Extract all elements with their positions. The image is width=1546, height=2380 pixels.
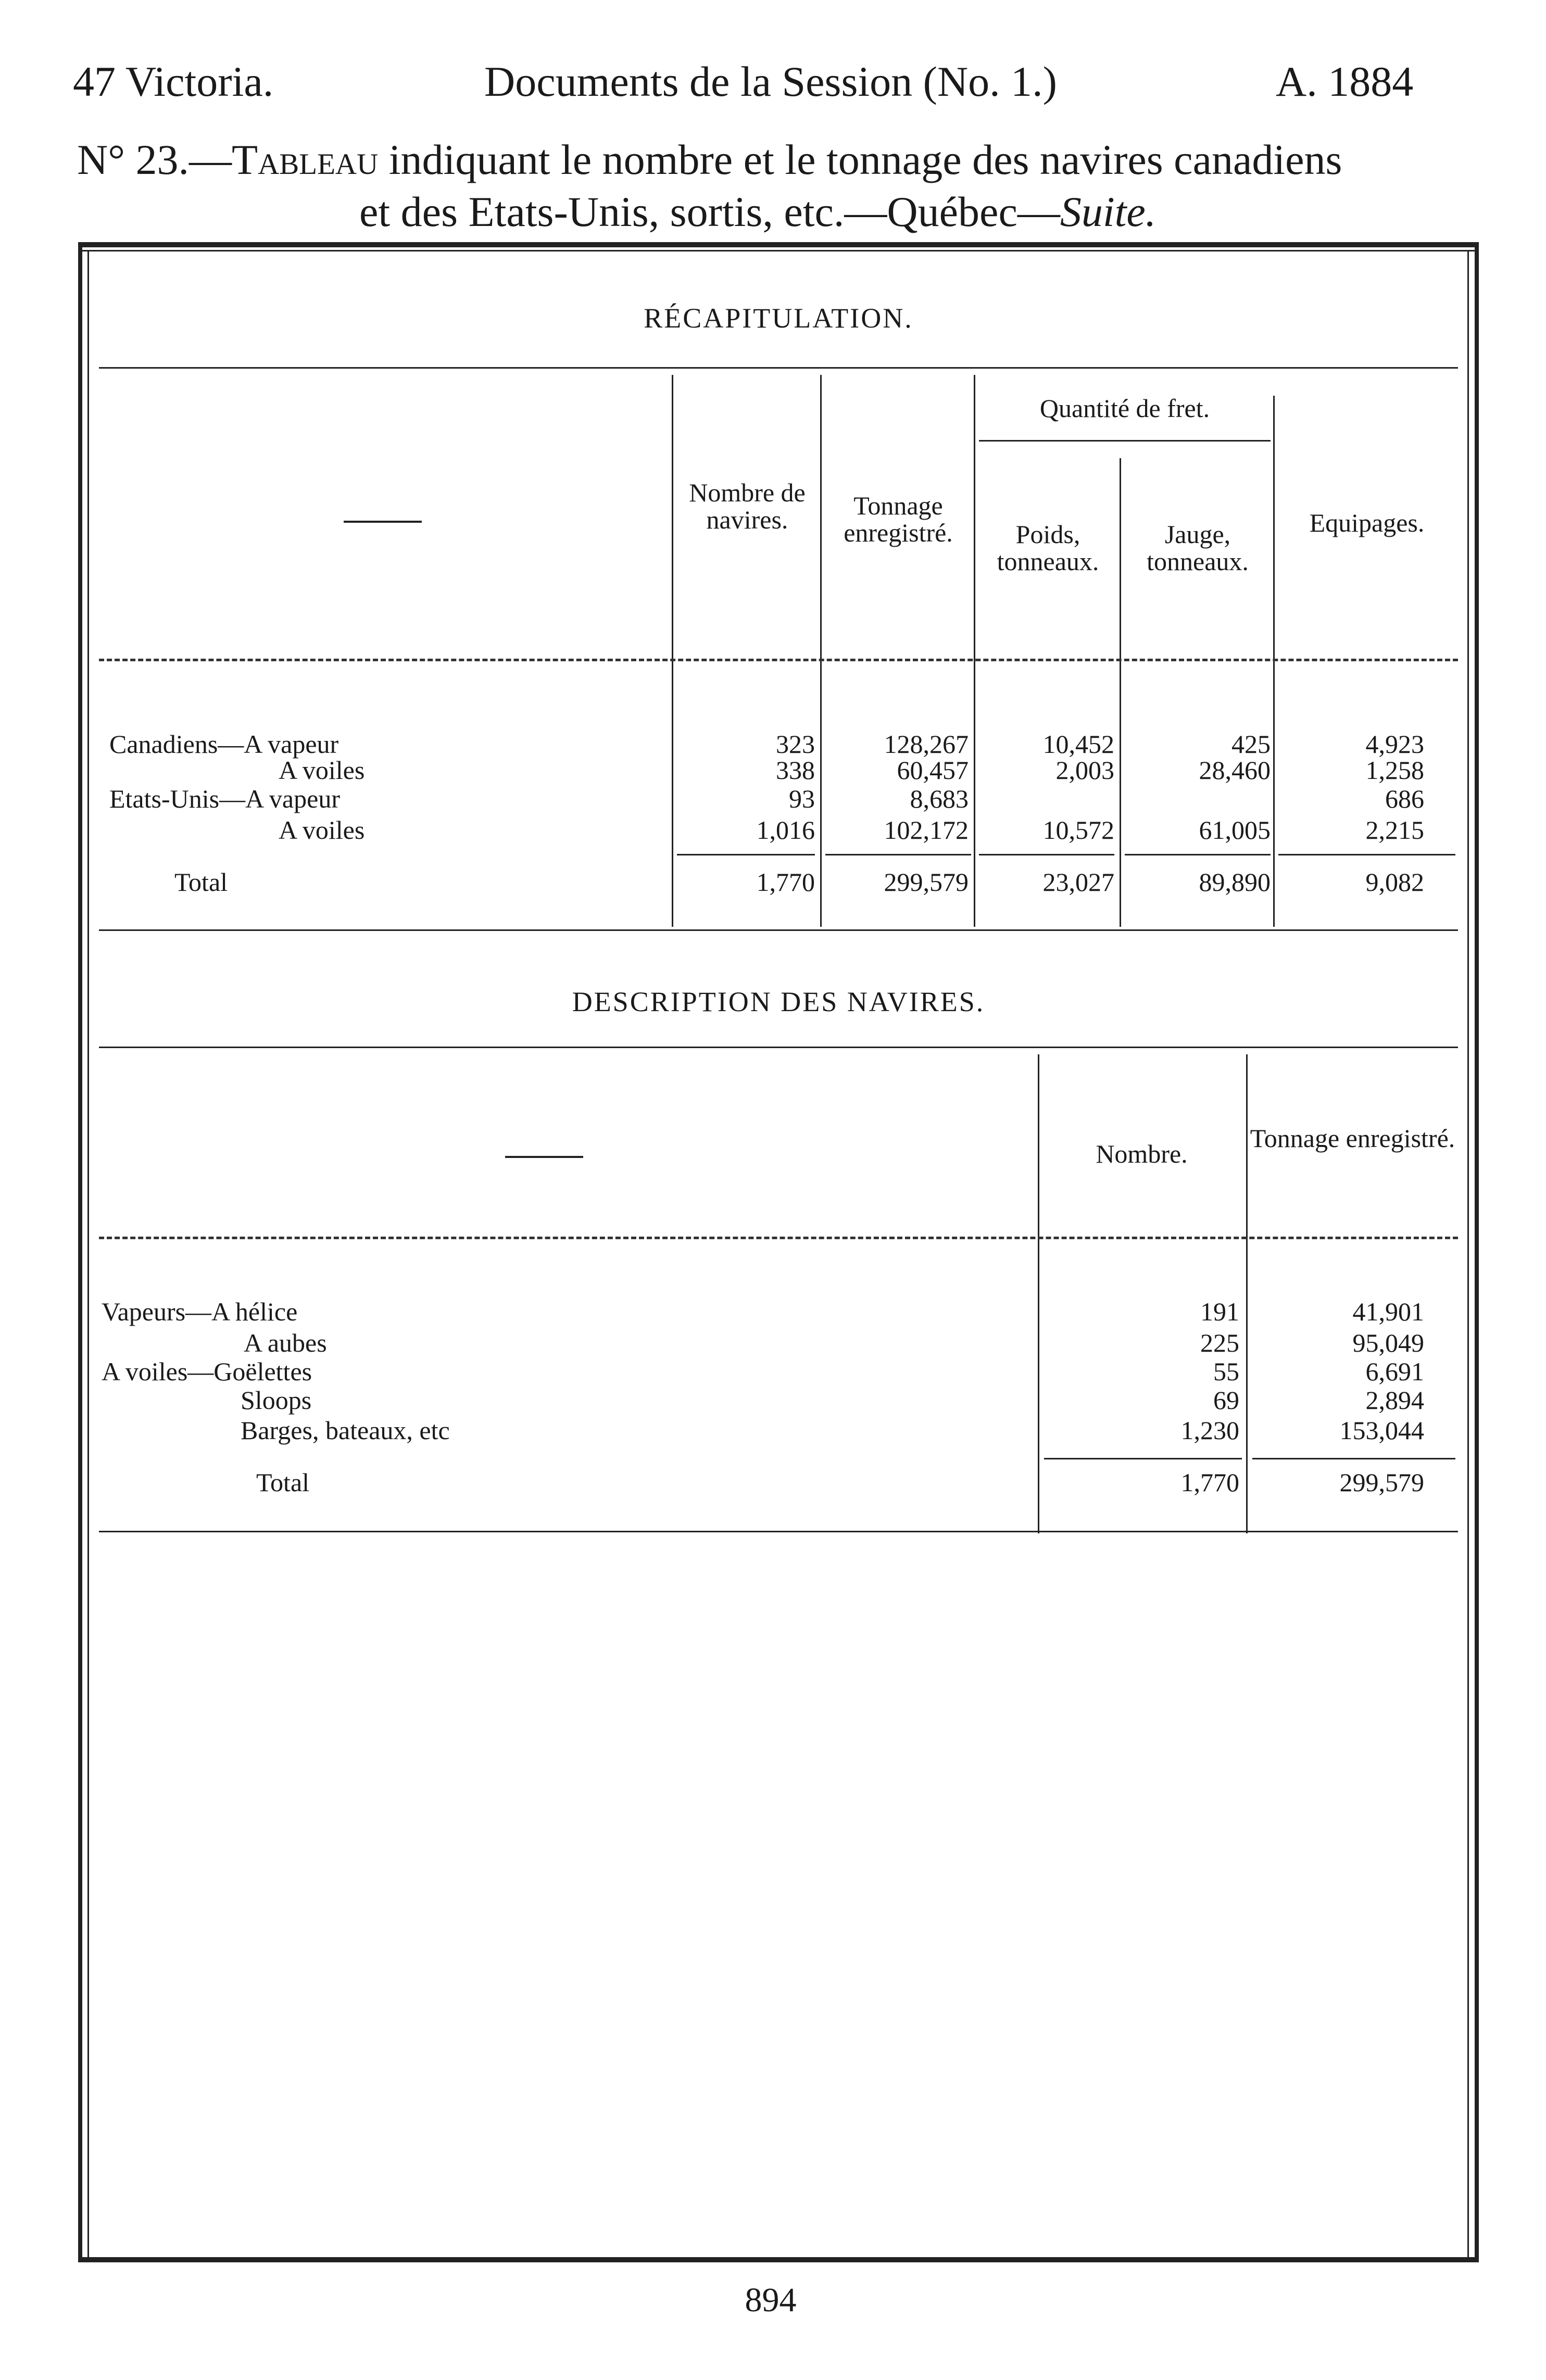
recap-cell-jauge: 61,005 bbox=[1199, 815, 1271, 845]
description-cell-nombre: 191 bbox=[1200, 1297, 1239, 1326]
description-total-rule bbox=[1044, 1458, 1242, 1459]
recap-col-sep-2 bbox=[820, 375, 822, 927]
frame-top-rule bbox=[78, 242, 1479, 247]
title-line-1-rest: indiquant le nombre et le tonnage des navires canadiens bbox=[378, 136, 1342, 183]
recap-col-jauge: Jauge, tonneaux. bbox=[1147, 520, 1249, 576]
recap-cell-equipages: 2,215 bbox=[1365, 815, 1424, 845]
recap-total-label: Total bbox=[174, 867, 228, 897]
description-cell-tonnage: 153,044 bbox=[1339, 1416, 1424, 1445]
recap-total-rule bbox=[1125, 854, 1271, 855]
recap-total-rule bbox=[677, 854, 815, 855]
running-header-right: A. 1884 bbox=[1276, 58, 1414, 105]
description-row-label: A aubes bbox=[244, 1328, 327, 1357]
description-cell-nombre: 69 bbox=[1213, 1386, 1239, 1415]
table-title-line-2 bbox=[359, 187, 1156, 236]
recap-col-sep-3 bbox=[974, 375, 975, 927]
recap-total-tonnage: 299,579 bbox=[884, 867, 969, 897]
frame-bottom-rule bbox=[78, 2257, 1479, 2262]
recap-col-nombre: Nombre de navires. bbox=[689, 478, 806, 534]
title-line-2-text: et des Etats-Unis, sortis, etc.—Québec— bbox=[359, 188, 1060, 235]
recap-cell-tonnage: 102,172 bbox=[884, 815, 969, 845]
description-row-label: Sloops bbox=[241, 1386, 312, 1415]
recap-group-fret: Quantité de fret. bbox=[1039, 394, 1210, 423]
recap-total-rule bbox=[1278, 854, 1455, 855]
recap-row-label: Canadiens—A vapeur bbox=[109, 729, 339, 759]
recap-cell-nombre: 323 bbox=[776, 729, 815, 759]
recap-cell-equipages: 1,258 bbox=[1365, 755, 1424, 785]
recap-cell-tonnage: 60,457 bbox=[897, 755, 969, 785]
running-header-left: 47 Victoria. bbox=[73, 58, 274, 105]
description-cell-nombre: 55 bbox=[1213, 1357, 1239, 1386]
frame-left-rule-thin bbox=[87, 250, 89, 2257]
description-col-tonnage: Tonnage enregistré. bbox=[1250, 1124, 1455, 1153]
description-col-nombre: Nombre. bbox=[1096, 1139, 1188, 1168]
page-number: 894 bbox=[745, 2281, 797, 2319]
recap-col-sep-4 bbox=[1120, 458, 1121, 927]
recap-cell-equipages: 4,923 bbox=[1365, 729, 1424, 759]
description-total-tonnage: 299,579 bbox=[1339, 1468, 1424, 1497]
recap-total-rule bbox=[825, 854, 971, 855]
recap-col-tonnage: Tonnage enregistré. bbox=[844, 491, 953, 547]
recap-col-equipages: Equipages. bbox=[1309, 508, 1425, 537]
description-header-bottom-rule bbox=[99, 1237, 1458, 1239]
title-suite: Suite. bbox=[1060, 188, 1157, 235]
frame-left-rule bbox=[78, 242, 82, 2262]
running-header-center: Documents de la Session (No. 1.) bbox=[484, 58, 1057, 105]
description-total-rule bbox=[1252, 1458, 1455, 1459]
recap-cell-poids: 10,572 bbox=[1042, 815, 1114, 845]
recap-total-jauge: 89,890 bbox=[1199, 867, 1271, 897]
description-cell-nombre: 225 bbox=[1200, 1328, 1239, 1357]
frame-right-rule-thin bbox=[1467, 250, 1469, 2257]
recap-fret-underline bbox=[979, 440, 1271, 442]
recap-cell-tonnage: 128,267 bbox=[884, 729, 969, 759]
recap-section-title: RÉCAPITULATION. bbox=[644, 303, 913, 334]
description-cell-tonnage: 41,901 bbox=[1352, 1297, 1424, 1326]
recap-cell-tonnage: 8,683 bbox=[910, 784, 969, 813]
recap-cell-equipages: 686 bbox=[1385, 784, 1424, 813]
description-row-label: A voiles—Goëlettes bbox=[102, 1357, 312, 1386]
recap-header-top-rule bbox=[99, 367, 1458, 369]
description-col-sep-2 bbox=[1246, 1054, 1248, 1533]
table-lead: —Tableau bbox=[189, 136, 379, 183]
table-number: N° 23. bbox=[77, 136, 190, 183]
description-total-label: Total bbox=[256, 1468, 310, 1497]
recap-cell-nombre: 93 bbox=[789, 784, 815, 813]
recap-cell-jauge: 28,460 bbox=[1199, 755, 1271, 785]
recap-total-equipages: 9,082 bbox=[1365, 867, 1424, 897]
recap-cell-poids: 10,452 bbox=[1042, 729, 1114, 759]
description-total-nombre: 1,770 bbox=[1180, 1468, 1239, 1497]
recap-cell-nombre: 1,016 bbox=[756, 815, 815, 845]
description-cell-nombre: 1,230 bbox=[1180, 1416, 1239, 1445]
recap-row-label: Etats-Unis—A vapeur bbox=[109, 784, 340, 813]
description-col-sep-1 bbox=[1038, 1054, 1039, 1533]
recap-bottom-rule bbox=[99, 929, 1458, 931]
recap-col-sep-1 bbox=[672, 375, 673, 927]
description-header-top-rule bbox=[99, 1047, 1458, 1048]
recap-label-dash bbox=[344, 521, 422, 523]
recap-header-bottom-rule bbox=[99, 659, 1458, 661]
recap-total-poids: 23,027 bbox=[1042, 867, 1114, 897]
description-cell-tonnage: 6,691 bbox=[1365, 1357, 1424, 1386]
frame-top-rule-thin bbox=[78, 250, 1479, 251]
recap-total-rule bbox=[979, 854, 1114, 855]
description-label-dash bbox=[505, 1156, 583, 1158]
recap-cell-nombre: 338 bbox=[776, 755, 815, 785]
recap-cell-poids: 2,003 bbox=[1055, 755, 1114, 785]
description-row-label: Vapeurs—A hélice bbox=[102, 1297, 298, 1326]
description-row-label: Barges, bateaux, etc bbox=[241, 1416, 450, 1445]
description-cell-tonnage: 95,049 bbox=[1352, 1328, 1424, 1357]
table-title-line-1 bbox=[77, 135, 1342, 184]
recap-cell-jauge: 425 bbox=[1231, 729, 1271, 759]
recap-col-sep-5 bbox=[1273, 396, 1275, 927]
recap-col-poids: Poids, tonneaux. bbox=[997, 520, 1099, 576]
recap-total-nombre: 1,770 bbox=[756, 867, 815, 897]
description-bottom-rule bbox=[99, 1531, 1458, 1532]
description-cell-tonnage: 2,894 bbox=[1365, 1386, 1424, 1415]
recap-row-label: A voiles bbox=[279, 815, 365, 845]
description-section-title: DESCRIPTION DES NAVIRES. bbox=[572, 986, 985, 1017]
frame-right-rule bbox=[1475, 242, 1479, 2262]
recap-row-label: A voiles bbox=[279, 755, 365, 785]
